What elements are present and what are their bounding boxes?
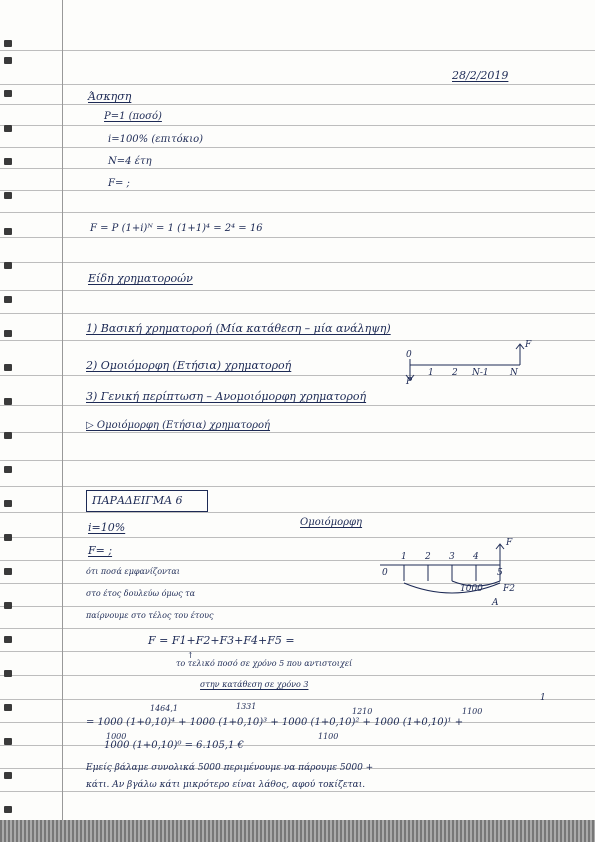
binding-mark bbox=[4, 568, 12, 575]
binding-mark bbox=[4, 432, 12, 439]
example-rate: i=10% bbox=[88, 521, 126, 534]
ruled-line bbox=[0, 262, 595, 263]
exercise-heading: Άσκηση bbox=[88, 90, 132, 103]
binding-mark bbox=[4, 364, 12, 371]
binding-mark bbox=[4, 534, 12, 541]
binding-mark bbox=[4, 670, 12, 677]
exercise-formula: F = P (1+i)ᴺ = 1 (1+1)⁴ = 2⁴ = 16 bbox=[90, 223, 263, 234]
binding-mark bbox=[4, 806, 12, 813]
tick-0: 0 bbox=[406, 350, 412, 360]
ruled-line bbox=[0, 104, 595, 105]
ruled-line bbox=[0, 699, 595, 700]
tick-n-1: N-1 bbox=[472, 368, 489, 378]
type-item-1: 1) Βασική χρηματοροή (Μία κατάθεση – μία ανάληψη) bbox=[86, 322, 391, 335]
sum-arrow: ↑ bbox=[187, 651, 194, 660]
tick-3: 3 bbox=[449, 552, 455, 562]
ruled-line bbox=[0, 405, 595, 406]
calc-line-1: = 1000 (1+0,10)⁴ + 1000 (1+0,10)³ + 1000 (1+0,10)² + 1000 (1+0,10)¹ + bbox=[86, 717, 464, 728]
example-f: F= ; bbox=[88, 544, 113, 557]
small-note-1: 1464,1 bbox=[150, 704, 178, 713]
exercise-i: i=100% (επιτόκιο) bbox=[108, 134, 204, 145]
binding-mark bbox=[4, 40, 12, 47]
binding-mark bbox=[4, 228, 12, 235]
exercise-f: F= ; bbox=[108, 178, 130, 189]
note-line-1: ότι ποσά εμφανίζονται bbox=[86, 567, 180, 576]
explain-line-1: το τελικό ποσό σε χρόνο 5 που αντιστοιχεί bbox=[176, 659, 353, 668]
tick-5: 5 bbox=[497, 568, 503, 578]
ruled-line bbox=[0, 290, 595, 291]
explain-line-2: στην κατάθεση σε χρόνο 3 bbox=[200, 680, 309, 689]
ruled-line bbox=[0, 432, 595, 433]
ruled-line bbox=[0, 147, 595, 148]
binding-mark bbox=[4, 636, 12, 643]
ruled-line bbox=[0, 313, 595, 314]
ruled-line bbox=[0, 745, 595, 746]
exercise-n: N=4 έτη bbox=[108, 156, 152, 167]
calc-line-2: 1000 (1+0,10)⁰ = 6.105,1 € bbox=[104, 740, 244, 751]
note-line-2: στο έτος δουλεύω όμως τα bbox=[86, 589, 195, 598]
timeline-small bbox=[400, 340, 532, 385]
ruled-line bbox=[0, 190, 595, 191]
conclusion-line-2: κάτι. Αν βγάλω κάτι μικρότερο είναι λάθος, αφού τοκίζεται. bbox=[86, 780, 366, 790]
binding-mark bbox=[4, 704, 12, 711]
ruled-line bbox=[0, 237, 595, 238]
superscript-one: 1 bbox=[540, 693, 546, 703]
ruled-line bbox=[0, 512, 595, 513]
ruled-line bbox=[0, 486, 595, 487]
type-item-4: ▷ Ομοιόμορφη (Ετήσια) χρηματοροή bbox=[86, 420, 271, 431]
example-title: ΠΑΡΑΔΕΙΓΜΑ 6 bbox=[92, 494, 183, 507]
ruled-line bbox=[0, 628, 595, 629]
ruled-line bbox=[0, 125, 595, 126]
uniform-label: Ομοιόμορφη bbox=[300, 517, 363, 528]
tick-0: 0 bbox=[382, 568, 388, 578]
note-line-3: παίρνουμε στο τέλος του έτους bbox=[86, 611, 214, 620]
small-note-3: 1210 bbox=[352, 707, 373, 716]
binding-mark bbox=[4, 398, 12, 405]
f-label: F bbox=[525, 340, 532, 350]
date: 28/2/2019 bbox=[452, 69, 509, 82]
binding-mark bbox=[4, 500, 12, 507]
ruled-line bbox=[0, 675, 595, 676]
ruled-line bbox=[0, 50, 595, 51]
f2-label: F2 bbox=[503, 584, 515, 594]
binding-mark bbox=[4, 192, 12, 199]
tick-2: 2 bbox=[452, 368, 458, 378]
binding-mark bbox=[4, 296, 12, 303]
f-label: F bbox=[506, 538, 513, 548]
ruled-line bbox=[0, 168, 595, 169]
ruled-line bbox=[0, 212, 595, 213]
binding-mark bbox=[4, 466, 12, 473]
binding-mark bbox=[4, 125, 12, 132]
type-item-3: 3) Γενική περίπτωση – Ανομοιόμορφη χρηματοροή bbox=[86, 390, 367, 403]
small-note-2: 1331 bbox=[236, 702, 257, 711]
p-label: P bbox=[406, 377, 413, 387]
exercise-p: P=1 (ποσό) bbox=[104, 111, 162, 122]
binding-mark bbox=[4, 330, 12, 337]
below-note-2: 1100 bbox=[318, 732, 339, 741]
binding-mark bbox=[4, 158, 12, 165]
tick-1: 1 bbox=[401, 552, 407, 562]
binding-mark bbox=[4, 602, 12, 609]
tick-4: 4 bbox=[473, 552, 479, 562]
timeline-big bbox=[360, 535, 520, 610]
binding-mark bbox=[4, 738, 12, 745]
types-heading: Είδη χρηματοροών bbox=[88, 272, 193, 285]
below-note-1: 1000 bbox=[106, 732, 127, 741]
binding-mark bbox=[4, 772, 12, 779]
binding-mark bbox=[4, 57, 12, 64]
ruled-line bbox=[0, 460, 595, 461]
type-item-2: 2) Ομοιόμορφη (Ετήσια) χρηματοροή bbox=[86, 359, 292, 372]
sum-formula: F = F1+F2+F3+F4+F5 = bbox=[148, 634, 295, 647]
page-edge bbox=[0, 820, 595, 842]
ruled-line bbox=[0, 651, 595, 652]
margin-line bbox=[62, 0, 63, 820]
ruled-line bbox=[0, 340, 595, 341]
a-label: A bbox=[492, 598, 499, 608]
binding-mark bbox=[4, 262, 12, 269]
tick-n: N bbox=[510, 368, 518, 378]
compound-arc bbox=[404, 583, 500, 593]
amount-label: 1000 bbox=[460, 584, 483, 594]
binding-mark bbox=[4, 90, 12, 97]
conclusion-line-1: Εμείς βάλαμε συνολικά 5000 περιμένουμε να πάρουμε 5000 + bbox=[86, 763, 374, 773]
ruled-line bbox=[0, 84, 595, 85]
ruled-line bbox=[0, 791, 595, 792]
small-note-4: 1100 bbox=[462, 707, 483, 716]
tick-2: 2 bbox=[425, 552, 431, 562]
tick-1: 1 bbox=[428, 368, 434, 378]
